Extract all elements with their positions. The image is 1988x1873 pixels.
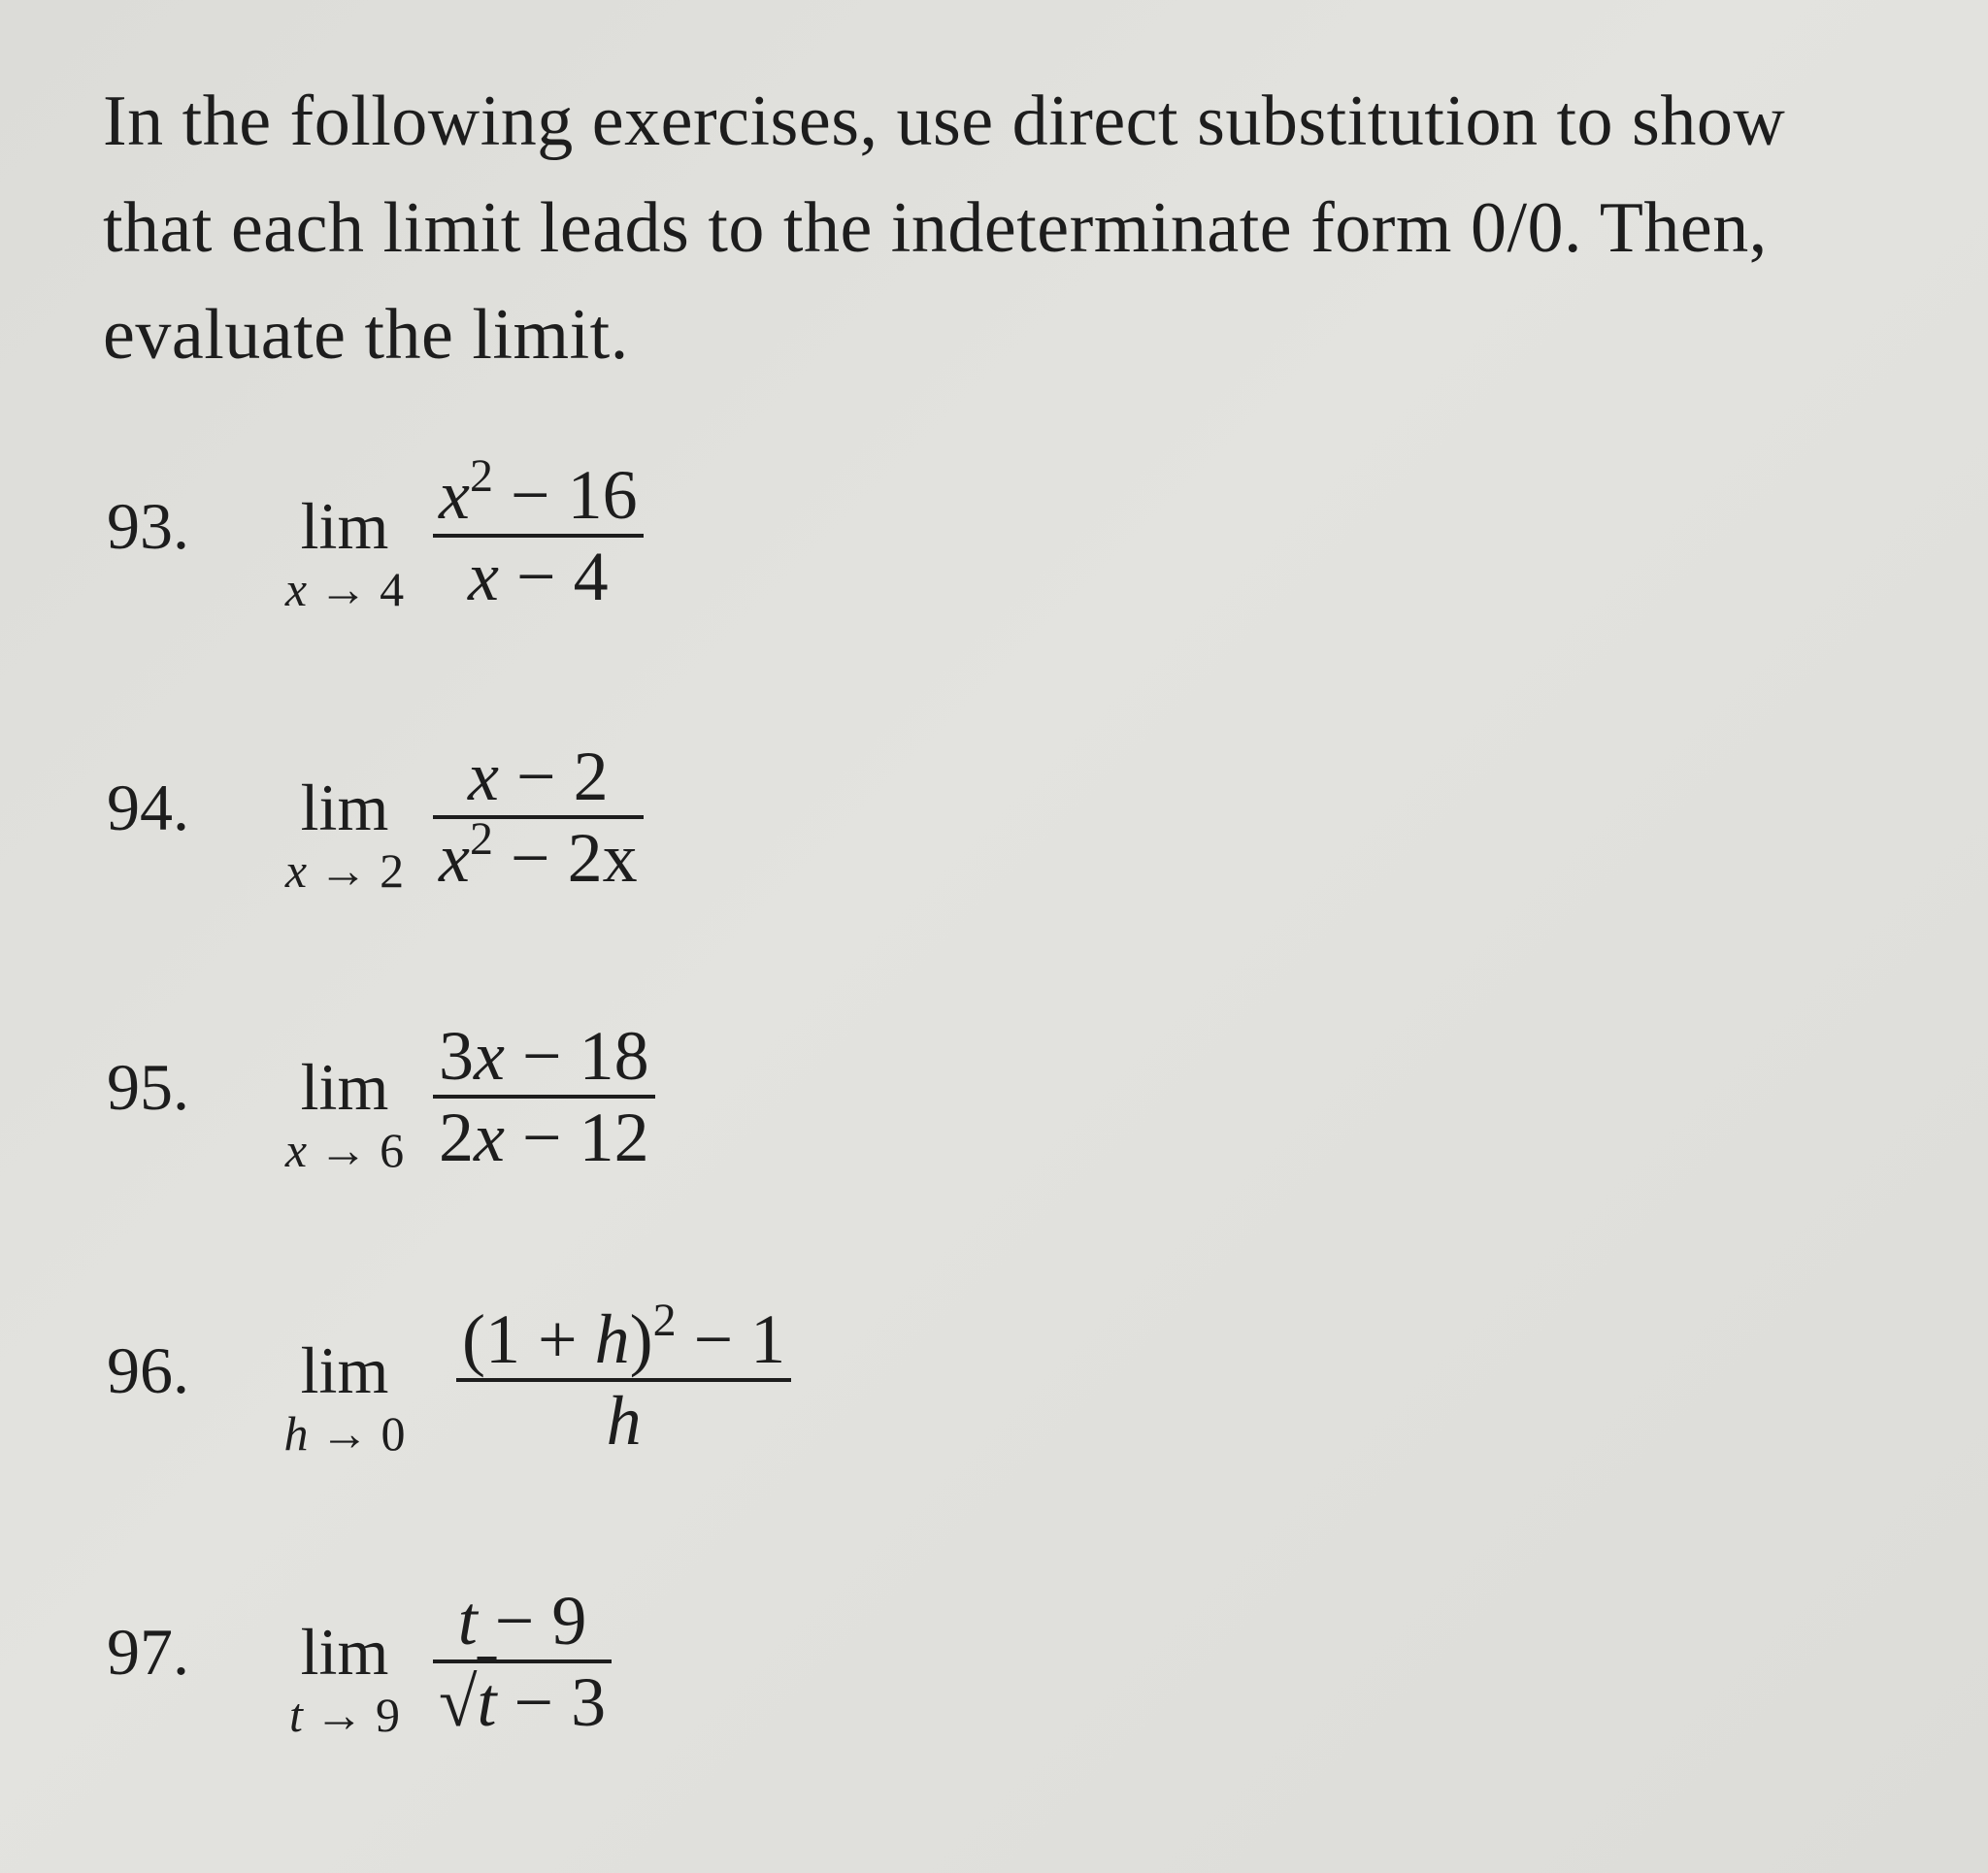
numerator: $x^2 - 16$ <box>439 450 638 534</box>
limit-subscript <box>289 1687 400 1743</box>
limit-approach-value: 0 <box>381 1406 406 1461</box>
arrow: → <box>315 1688 364 1742</box>
limit-variable: x <box>284 843 308 898</box>
limit-variable: t <box>289 1688 303 1742</box>
fraction <box>433 450 644 615</box>
instructions-line-2: that each limit leads to the indeterminate form 0/0. Then, <box>103 188 1768 268</box>
limit-subscript <box>285 1122 404 1178</box>
exercise-94 <box>107 738 644 899</box>
limit-subscript <box>284 1405 406 1462</box>
fraction <box>433 738 644 897</box>
arrow: → <box>318 843 368 898</box>
numerator: $(1 + h)^2 - 1$ <box>462 1295 786 1378</box>
exercise-93 <box>107 450 644 617</box>
limit-operator <box>272 1617 417 1743</box>
denominator: h <box>606 1382 642 1460</box>
numerator: x − 2 <box>468 738 609 815</box>
arrow: → <box>318 562 368 616</box>
lim-word: lim <box>300 771 389 844</box>
numerator: 3x − 18 <box>439 1017 649 1095</box>
limit-operator <box>272 1052 417 1178</box>
fraction <box>456 1295 791 1460</box>
exercise-96 <box>107 1295 791 1462</box>
limit-operator <box>272 1335 417 1462</box>
arrow: → <box>318 1123 368 1177</box>
exercise-95 <box>107 1017 655 1178</box>
limit-approach-value: 4 <box>380 562 405 616</box>
denominator: √t − 3 <box>439 1663 607 1741</box>
fraction <box>433 1017 655 1176</box>
limit-variable: x <box>284 562 308 616</box>
lim-word: lim <box>300 1615 389 1689</box>
limit-operator <box>272 491 417 617</box>
limit-approach-value: 2 <box>380 843 405 898</box>
fraction <box>433 1582 612 1741</box>
instructions-line-1: In the following exercises, use direct substitution to show <box>103 82 1786 161</box>
square-root-sign: √ <box>439 1663 478 1741</box>
denominator: $x^2 - 2x$ <box>439 813 638 897</box>
exercise-number: 95. <box>107 1050 189 1124</box>
exercise-number: 94. <box>107 771 189 844</box>
instructions-line-3: evaluate the limit. <box>103 295 629 375</box>
denominator: x − 4 <box>468 538 609 615</box>
lim-word: lim <box>300 489 389 563</box>
exercise-number: 93. <box>107 489 189 563</box>
limit-approach-value: 9 <box>375 1688 400 1742</box>
instructions-paragraph <box>103 68 1928 388</box>
lim-word: lim <box>300 1050 389 1124</box>
limit-subscript <box>285 561 404 617</box>
limit-variable: h <box>283 1406 309 1461</box>
exercise-97 <box>107 1582 612 1743</box>
exercise-number: 97. <box>107 1615 189 1689</box>
numerator: t − 9 <box>457 1582 587 1659</box>
limit-subscript <box>285 842 404 899</box>
exercise-number: 96. <box>107 1333 189 1407</box>
lim-word: lim <box>300 1333 389 1407</box>
denominator: 2x − 12 <box>439 1099 649 1176</box>
arrow: → <box>320 1406 369 1461</box>
limit-approach-value: 6 <box>380 1123 405 1177</box>
limit-variable: x <box>284 1123 308 1177</box>
limit-operator <box>272 772 417 899</box>
